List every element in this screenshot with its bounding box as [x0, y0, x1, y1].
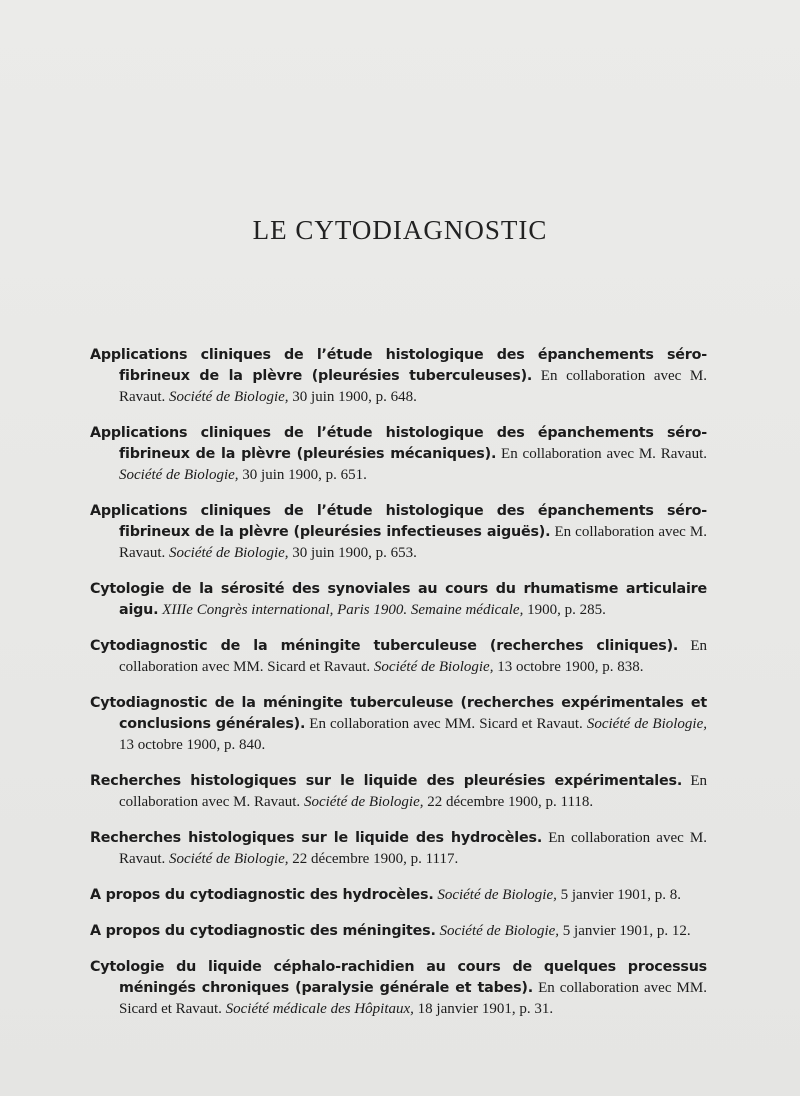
entry-date-page: 22 décembre 1900, p. 1117. [292, 851, 459, 867]
bibliography-entry [90, 345, 707, 408]
entry-title: Applications cliniques de l’étude histologique des épanchements séro-fibrineux de la plèvre (pleurésies infectieuses aiguës). [90, 503, 707, 540]
bibliography-entry [90, 501, 707, 564]
entry-collaboration: En collaboration avec M. Ravaut. [119, 368, 707, 405]
entry-title: A propos du cytodiagnostic des méningites. [90, 923, 436, 939]
entry-date-page: 22 décembre 1900, p. 1118. [427, 794, 594, 810]
entry-date-page: 5 janvier 1901, p. 8. [560, 887, 682, 903]
bibliography-list [90, 330, 707, 1029]
bibliography-entry [90, 579, 707, 621]
entry-title: Cytodiagnostic de la méningite tuberculeuse (recherches cliniques). [90, 638, 679, 654]
entry-source: Société de Biologie, [119, 467, 239, 483]
entry-source: Société de Biologie, [586, 716, 708, 732]
bibliography-entry [90, 828, 707, 870]
entry-date-page: 30 juin 1900, p. 651. [242, 467, 367, 483]
entry-title: Cytodiagnostic de la méningite tuberculeuse (recherches expérimentales et conclusions générales). [90, 695, 707, 732]
bibliography-entry [90, 423, 707, 486]
entry-collaboration: En collaboration avec M. Ravaut. [119, 830, 707, 867]
entry-source: Société de Biologie, [373, 659, 494, 675]
bibliography-entry [90, 636, 707, 678]
entry-title: A propos du cytodiagnostic des hydrocèles. [90, 887, 434, 903]
page-title: LE CYTODIAGNOSTIC [252, 215, 548, 245]
bibliography-entry [90, 693, 707, 756]
entry-title: Recherches histologiques sur le liquide des hydrocèles. [90, 830, 543, 846]
entry-date-page: 13 octobre 1900, p. 840. [119, 737, 266, 753]
entry-date-page: 13 octobre 1900, p. 838. [497, 659, 644, 675]
entry-date-page: 30 juin 1900, p. 653. [292, 545, 417, 561]
entry-title: Recherches histologiques sur le liquide des pleurésies expérimentales. [90, 773, 683, 789]
bibliography-entry [90, 921, 707, 942]
entry-source: Société de Biologie, [169, 851, 289, 867]
entry-date-page: 1900, p. 285. [527, 602, 606, 618]
entry-title: Applications cliniques de l’étude histologique des épanchements séro-fibrineux de la plèvre (pleurésies tuberculeuses). [90, 347, 707, 384]
entry-collaboration: En collaboration avec M. Ravaut. [119, 524, 707, 561]
entry-source: Société de Biologie, [303, 794, 424, 810]
bibliography-entry [90, 885, 707, 906]
entry-collaboration: En collaboration avec MM. Sicard et Ravaut. [119, 980, 707, 1017]
entry-source: Société médicale des Hôpitaux, [225, 1001, 414, 1017]
entry-title: Applications cliniques de l’étude histologique des épanchements séro-fibrineux de la plèvre (pleurésies mécaniques). [90, 425, 707, 462]
entry-source: Société de Biologie, [169, 389, 289, 405]
entry-date-page: 30 juin 1900, p. 648. [292, 389, 417, 405]
entry-source: Société de Biologie, [437, 887, 557, 903]
entry-collaboration: En collaboration avec MM. Sicard et Ravaut. [119, 638, 707, 675]
entry-source: Société de Biologie, [169, 545, 289, 561]
entry-title: Cytologie du liquide céphalo-rachidien au cours de quelques processus méningés chroniques (paralysie générale et tabes). [90, 959, 707, 996]
entry-date-page: 18 janvier 1901, p. 31. [417, 1001, 554, 1017]
bibliography-entry [90, 771, 707, 813]
entry-source: Société de Biologie, [439, 923, 560, 939]
entry-source: XIIIe Congrès international, Paris 1900. Semaine médicale, [162, 602, 524, 618]
entry-collaboration: En collaboration avec M. Ravaut. [501, 446, 707, 462]
entry-collaboration: En collaboration avec MM. Sicard et Ravaut. [309, 716, 583, 732]
entry-date-page: 5 janvier 1901, p. 12. [562, 923, 691, 939]
entry-collaboration: En collaboration avec M. Ravaut. [119, 773, 708, 810]
entry-title: Cytologie de la sérosité des synoviales au cours du rhumatisme articulaire aigu. [90, 581, 707, 618]
bibliography-entry [90, 957, 707, 1020]
